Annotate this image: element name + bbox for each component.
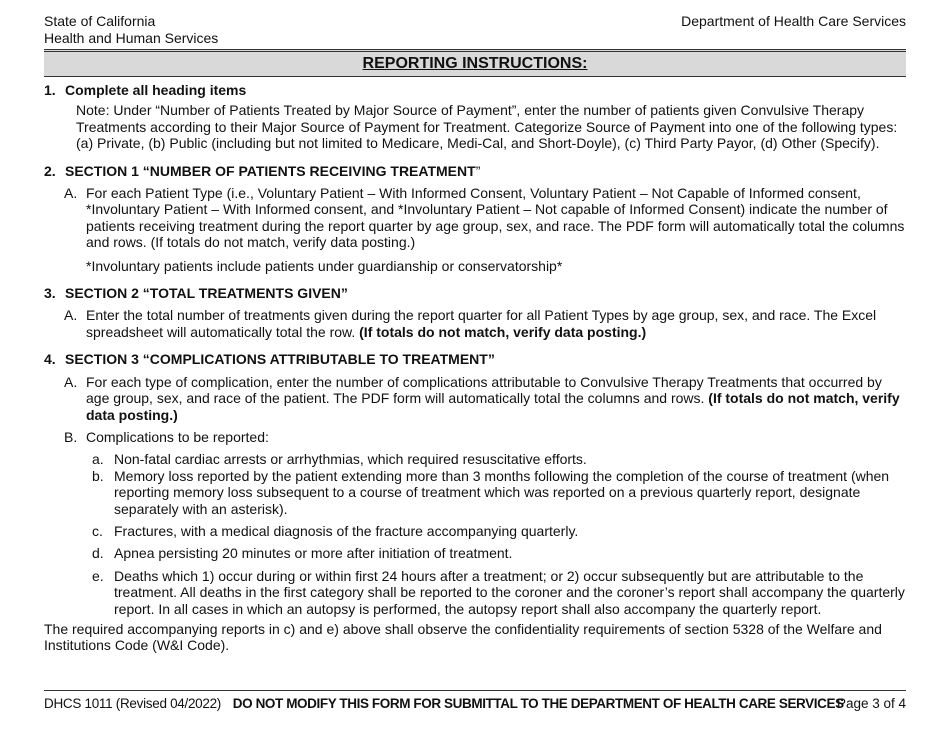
complication-item-label: b.	[92, 467, 104, 484]
instructions-body	[44, 82, 906, 654]
modify-warning: DO NOT MODIFY THIS FORM FOR SUBMITTAL TO THE DEPARTMENT OF HEALTH CARE SERVICES	[232, 696, 844, 711]
form-number: DHCS 1011 (Revised 04/2022)	[44, 696, 221, 711]
section-2-number: 2.	[44, 162, 56, 179]
complication-item	[44, 545, 906, 561]
complication-item	[44, 451, 906, 467]
closing-paragraph: The required accompanying reports in c) and e) above shall observe the confidentiality requirements of section 5328 of the Welfare and Institutions Code (W&I Code).	[44, 620, 882, 654]
section-3-item-a-label: A.	[64, 307, 78, 324]
section-4-item-b-text: Complications to be reported:	[86, 428, 269, 445]
section-2-title: SECTION 1 “NUMBER OF PATIENTS RECEIVING TREATMENT	[65, 162, 476, 179]
header-agency	[44, 13, 218, 47]
section-1-title: Complete all heading items	[65, 82, 247, 98]
section-4-item-a-text: For each type of complication, enter the number of complications attributable to Convulsive Therapy Treatments that occurred by age group, sex, and race of the patient. The PDF form will automatically total the columns and rows.	[86, 373, 882, 407]
page-footer	[44, 690, 906, 711]
section-4-item-b-label: B.	[64, 428, 78, 445]
section-3-number: 3.	[44, 285, 56, 302]
page-number: Page 3 of 4	[836, 696, 906, 711]
section-2-item-a-label: A.	[64, 185, 78, 202]
section-4-item-a-bold: (If totals do not match, verify data posting.)	[86, 390, 900, 423]
title-bar	[44, 49, 906, 77]
complication-item	[44, 468, 906, 517]
section-2-title-quote: ”	[475, 162, 481, 179]
section-2-involuntary-note: *Involuntary patients include patients under guardianship or conservatorship*	[86, 257, 563, 274]
complication-item-text: Deaths which 1) occur during or within first 24 hours after a treatment; or 2) occur subsequently but are attributable to the treatment. All deaths in the first category shall be reported to the coroner and the coroner’s report shall accompany the quarterly report. In all cases in which an autopsy is performed, the autopsy report shall also accompany the quarterly report.	[114, 567, 905, 617]
section-3-item-a-bold: (If totals do not match, verify data posting.)	[359, 323, 647, 340]
section-2-item-a-text: For each Patient Type (i.e., Voluntary Patient – With Informed Consent, Voluntary Patient – Not Capable of Informed consent, *Involuntary Patient – With Informed consent, and *Involuntary Patient – Not capable of Informed Consent) indicate the number of patients receiving treatment during the report quarter by age group, sex, and race. The PDF form will automatically total the columns and rows. (If totals do not match, verify data posting.)	[86, 185, 905, 251]
section-2-heading	[44, 163, 906, 179]
section-4-heading	[44, 351, 906, 367]
section-3-heading	[44, 285, 906, 301]
complication-item-label: e.	[92, 567, 104, 584]
section-1-heading	[44, 82, 906, 98]
section-3-title: SECTION 2 “TOTAL TREATMENTS GIVEN”	[65, 285, 348, 302]
complication-item-label: c.	[92, 522, 103, 539]
section-4-item-a	[44, 374, 906, 423]
section-2-item-a	[44, 185, 906, 251]
complication-item-label: d.	[92, 545, 104, 562]
complication-item-text: Memory loss reported by the patient extending more than 3 months following the completion of the course of treatment (when reporting memory loss subsequent to a course of treatment which was reported on a previous quarterly report, designate separately with an asterisk).	[114, 467, 890, 517]
header-state: State of California	[44, 13, 156, 29]
complication-item-label: a.	[92, 451, 104, 468]
section-1-number: 1.	[44, 82, 56, 98]
header-department: Department of Health Care Services	[681, 13, 906, 29]
section-4-number: 4.	[44, 351, 56, 368]
section-1-note: Note: Under “Number of Patients Treated by Major Source of Payment”, enter the number of patients given Convulsive Therapy Treatments according to their Major Source of Payment for Treatment. Categorize Source of Payment into one of the following types: (a) Private, (b) Public (including but not limited to Medicare, Medi-Cal, and Short-Doyle), (c) Third Party Payor, (d) Other (Specify).	[76, 102, 898, 152]
complication-item-text: Fractures, with a medical diagnosis of the fracture accompanying quarterly.	[114, 522, 579, 539]
section-3-item-a	[44, 307, 906, 340]
complication-item-text: Non-fatal cardiac arrests or arrhythmias, which required resuscitative efforts.	[114, 451, 587, 468]
header-agency-name: Health and Human Services	[44, 30, 219, 46]
section-3-item-a-text: Enter the total number of treatments given during the report quarter for all Patient Types by age group, sex, and race. The Excel spreadsheet will automatically total the row.	[86, 307, 877, 340]
section-4-title: SECTION 3 “COMPLICATIONS ATTRIBUTABLE TO TREATMENT”	[65, 351, 495, 368]
section-4-item-b	[44, 429, 906, 445]
complication-item-text: Apnea persisting 20 minutes or more after initiation of treatment.	[114, 545, 513, 562]
page-title: REPORTING INSTRUCTIONS:	[362, 55, 588, 72]
complication-item	[44, 523, 906, 539]
complication-item	[44, 568, 906, 617]
section-4-item-a-label: A.	[64, 373, 78, 390]
